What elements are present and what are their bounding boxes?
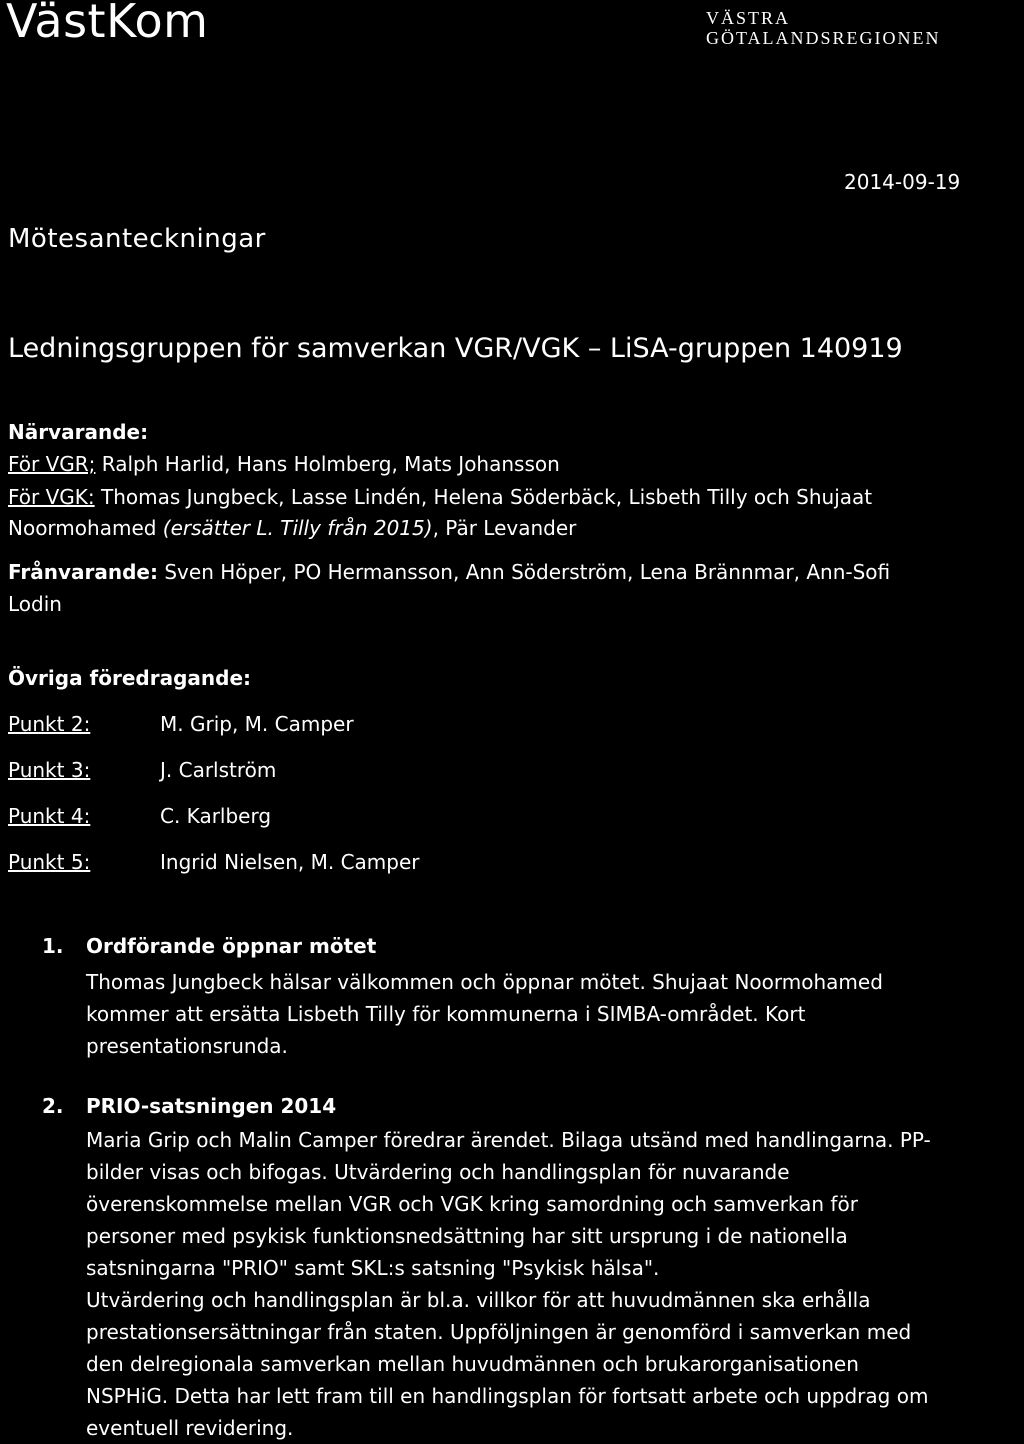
- present-vgk-line-cont: [8, 516, 576, 540]
- region-logo: [706, 8, 941, 48]
- body-line: Thomas Jungbeck hälsar välkommen och öppnar mötet. Shujaat Noormohamed: [86, 970, 883, 994]
- vgk-note: (ersätter L. Tilly från 2015): [162, 516, 433, 540]
- presenter-value: M. Grip, M. Camper: [160, 712, 354, 736]
- body-line: personer med psykisk funktionsnedsättning har sitt ursprung i de nationella: [86, 1224, 848, 1248]
- agenda-item-body: [86, 1124, 986, 1444]
- vgr-label: För VGR;: [8, 452, 96, 476]
- presenter-value: C. Karlberg: [160, 804, 272, 828]
- vgk-names: Thomas Jungbeck, Lasse Lindén, Helena Söderbäck, Lisbeth Tilly och Shujaat: [94, 485, 873, 509]
- body-line: satsningarna "PRIO" samt SKL:s satsning "Psykisk hälsa".: [86, 1256, 660, 1280]
- document-type: Mötesanteckningar: [8, 224, 266, 254]
- presenter-key: Punkt 3:: [8, 758, 91, 782]
- body-line: överenskommelse mellan VGR och VGK kring samordning och samverkan för: [86, 1192, 858, 1216]
- body-line: presentationsrunda.: [86, 1034, 288, 1058]
- vgk-names-end: , Pär Levander: [432, 516, 577, 540]
- agenda-item-heading: Ordförande öppnar mötet: [86, 934, 377, 958]
- absent-line-cont: Lodin: [8, 592, 62, 616]
- body-line: kommer att ersätta Lisbeth Tilly för kommunerna i SIMBA-området. Kort: [86, 1002, 806, 1026]
- body-line: prestationsersättningar från staten. Uppföljningen är genomförd i samverkan med: [86, 1320, 912, 1344]
- agenda-item-number: 2.: [42, 1094, 64, 1118]
- vgk-label: För VGK:: [8, 485, 95, 509]
- agenda-item-body: [86, 966, 986, 1062]
- body-line: Maria Grip och Malin Camper föredrar ärendet. Bilaga utsänd med handlingarna. PP-: [86, 1128, 931, 1152]
- vgk-names-cont: Noormohamed: [8, 516, 163, 540]
- body-line: bilder visas och bifogas. Utvärdering och handlingsplan för nuvarande: [86, 1160, 790, 1184]
- absent-line: [8, 560, 890, 584]
- body-line: Utvärdering och handlingsplan är bl.a. villkor för att huvudmännen ska erhålla: [86, 1288, 871, 1312]
- body-line: NSPHiG. Detta har lett fram till en handlingsplan för fortsatt arbete och uppdrag om: [86, 1384, 929, 1408]
- agenda-item-number: 1.: [42, 934, 64, 958]
- presenter-value: Ingrid Nielsen, M. Camper: [160, 850, 420, 874]
- agenda-item-heading: PRIO-satsningen 2014: [86, 1094, 337, 1118]
- present-vgr-line: [8, 452, 560, 476]
- body-line: eventuell revidering.: [86, 1416, 294, 1440]
- vastkom-logo: VästKom: [6, 0, 209, 48]
- presenter-key: Punkt 5:: [8, 850, 91, 874]
- present-label: Närvarande:: [8, 420, 149, 444]
- presenter-key: Punkt 4:: [8, 804, 91, 828]
- body-line: den delregionala samverkan mellan huvudmännen och brukarorganisationen: [86, 1352, 859, 1376]
- presenter-key: Punkt 2:: [8, 712, 91, 736]
- presenter-value: J. Carlström: [160, 758, 277, 782]
- vgr-names: Ralph Harlid, Hans Holmberg, Mats Johansson: [95, 452, 560, 476]
- absent-label: Frånvarande:: [8, 560, 158, 584]
- document-title: Ledningsgruppen för samverkan VGR/VGK – LiSA-gruppen 140919: [8, 333, 903, 364]
- present-vgk-line: [8, 485, 872, 509]
- region-logo-line2: GÖTALANDSREGIONEN: [706, 28, 941, 48]
- document-date: 2014-09-19: [844, 170, 961, 194]
- region-logo-line1: VÄSTRA: [706, 8, 791, 28]
- presenters-label: Övriga föredragande:: [8, 666, 252, 690]
- absent-names: Sven Höper, PO Hermansson, Ann Söderström, Lena Brännmar, Ann-Sofi: [158, 560, 891, 584]
